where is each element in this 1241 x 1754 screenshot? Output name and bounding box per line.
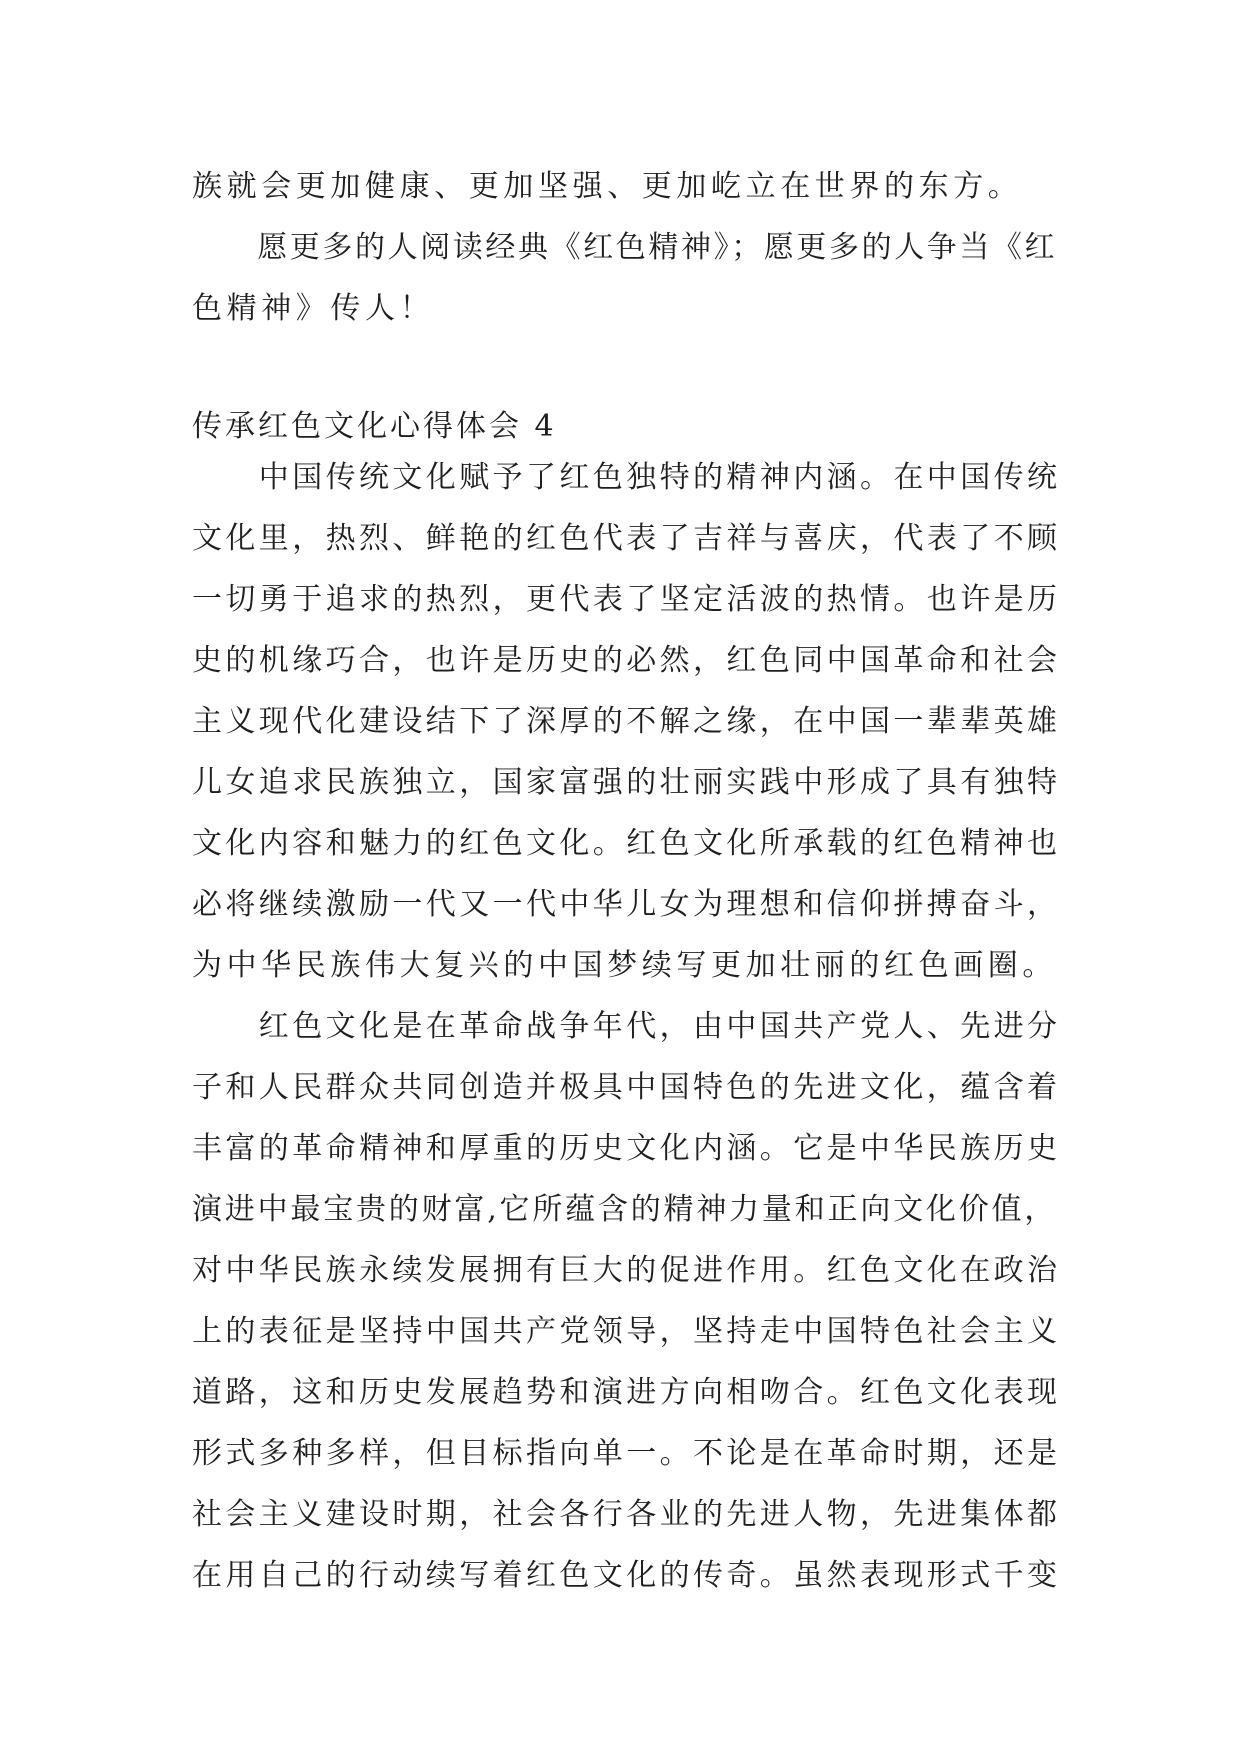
text-line: 丰富的革命精神和厚重的历史文化内涵。它是中华民族历史 — [192, 1131, 1061, 1166]
text-line: 形式多种多样，但目标指向单一。不论是在革命时期，还是 — [192, 1436, 1061, 1471]
text-line: 上的表征是坚持中国共产党领导，坚持走中国特色社会主义 — [192, 1314, 1061, 1349]
text-line: 红色文化是在革命战争年代，由中国共产党人、先进分 — [192, 1009, 1061, 1044]
text-line: 子和人民群众共同创造并极具中国特色的先进文化，蕴含着 — [192, 1070, 1061, 1105]
text-line: 为中华民族伟大复兴的中国梦续写更加壮丽的红色画圈。 — [192, 948, 1057, 983]
text-line: 文化内容和魅力的红色文化。红色文化所承载的红色精神也 — [192, 826, 1061, 861]
text-line: 对中华民族永续发展拥有巨大的促进作用。红色文化在政治 — [192, 1253, 1061, 1288]
text-line: 道路，这和历史发展趋势和演进方向相吻合。红色文化表现 — [192, 1375, 1061, 1410]
section-heading: 传承红色文化心得体会 4 — [192, 409, 557, 444]
text-line: 社会主义建设时期，社会各行各业的先进人物，先进集体都 — [192, 1497, 1061, 1532]
text-line: 主义现代化建设结下了深厚的不解之缘，在中国一辈辈英雄 — [192, 704, 1061, 739]
text-line: 族就会更加健康、更加坚强、更加屹立在世界的东方。 — [192, 169, 1023, 204]
text-line: 必将继续激励一代又一代中华儿女为理想和信仰拼搏奋斗， — [192, 887, 1061, 922]
text-line: 在用自己的行动续写着红色文化的传奇。虽然表现形式千变 — [192, 1558, 1061, 1593]
section-paragraphs — [192, 447, 1062, 1606]
text-line: 中国传统文化赋予了红色独特的精神内涵。在中国传统 — [192, 460, 1061, 495]
text-line: 一切勇于追求的热烈，更代表了坚定活波的热情。也许是历 — [192, 582, 1061, 617]
text-line: 文化里，热烈、鲜艳的红色代表了吉祥与喜庆，代表了不顾 — [192, 521, 1061, 556]
text-line: 演进中最宝贵的财富,它所蕴含的精神力量和正向文化价值， — [192, 1192, 1058, 1227]
text-line: 愿更多的人阅读经典《红色精神》；愿更多的人争当《红 — [192, 230, 1058, 265]
intro-paragraphs — [192, 156, 1062, 339]
text-line: 史的机缘巧合，也许是历史的必然，红色同中国革命和社会 — [192, 643, 1061, 678]
text-line: 色精神》传人！ — [192, 291, 435, 326]
text-line: 儿女追求民族独立，国家富强的壮丽实践中形成了具有独特 — [192, 765, 1061, 800]
